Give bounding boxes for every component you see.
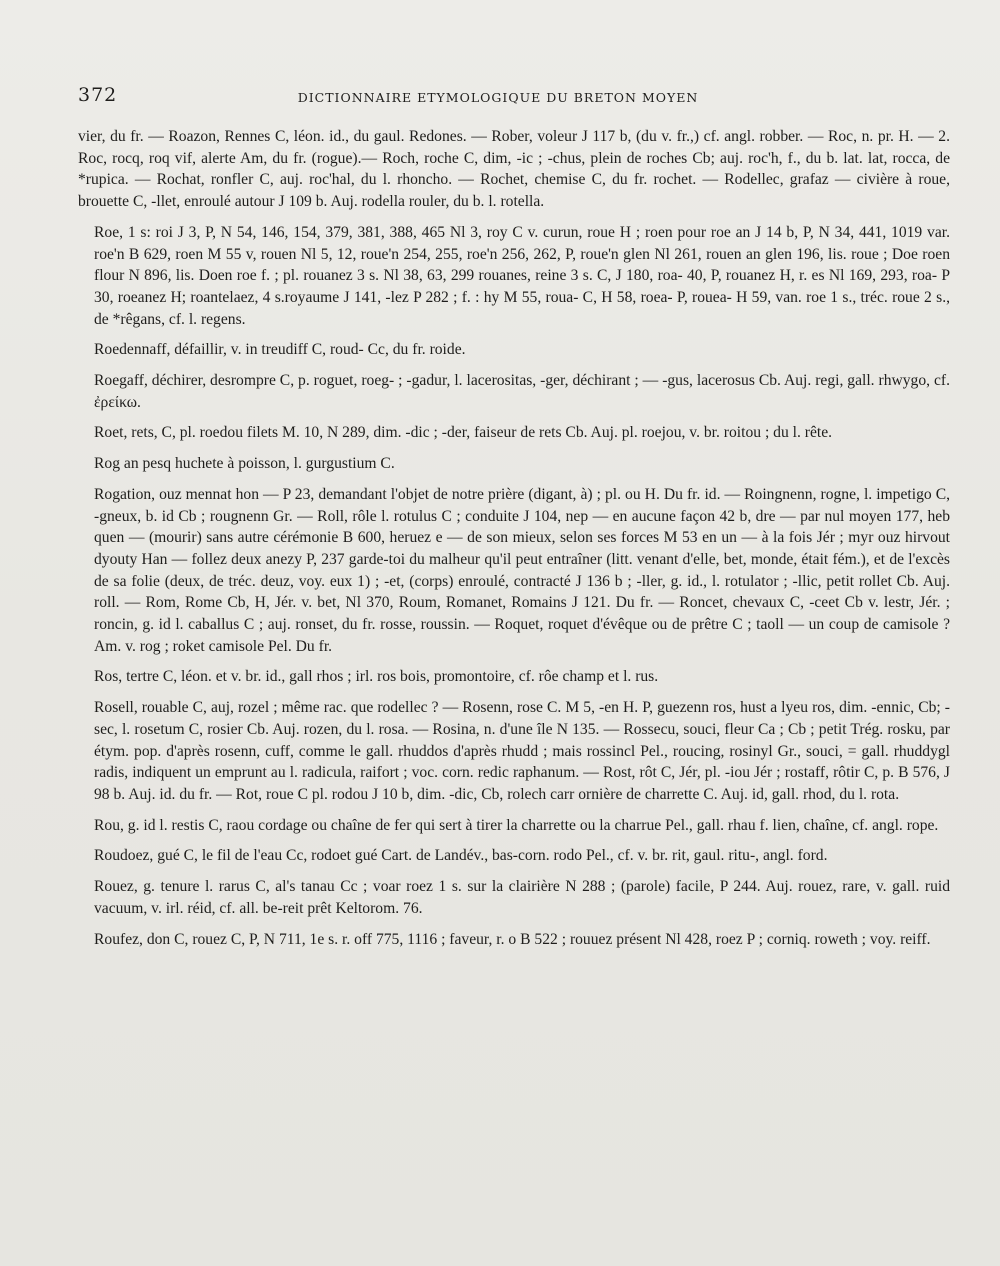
dictionary-entry: Roegaff, déchirer, desrompre C, p. roguet, roeg- ; -gadur, l. lacerositas, -ger, déchirant ; — -gus, lacerosus Cb. Auj. regi, gall. rhwygo, cf. ἐρείκω. <box>94 372 950 411</box>
dictionary-entry: Rou, g. id l. restis C, raou cordage ou chaîne de fer qui sert à tirer la charrette ou la charrue Pel., gall. rhau f. lien, chaîne, cf. angl. rope. <box>94 816 939 834</box>
dictionary-entry: Roet, rets, C, pl. roedou filets M. 10, N 289, dim. -dic ; -der, faiseur de rets Cb. Auj. pl. roejou, v. br. roitou ; du l. rête. <box>94 424 833 442</box>
dictionary-entry: Roedennaff, défaillir, v. in treudiff C, roud- Cc, du fr. roide. <box>94 341 466 359</box>
dictionary-entry: Ros, tertre C, léon. et v. br. id., gall rhos ; irl. ros bois, promontoire, cf. rôe champ et l. rus. <box>94 668 659 686</box>
dictionary-entry: Rosell, rouable C, auj, rozel ; même rac. que rodellec ? — Rosenn, rose C. M 5, -en H. P, guezenn ros, hust a lyeu ros, dim. -ennic, Cb; -sec, l. rosetum C, rosier Cb. Auj. rozen, du l. rosa. — Rosina, n. d'une île N 135. — Rossecu, souci, fleur Ca ; Cb ; petit Trég. rosku, par étym. pop. d'après rosenn, cuff, comme le gall. rhuddos d'après rhudd ; mais rossincl Pel., roucing, rosinyl Gr., souci, = gall. rhuddygl radis, indiquent un emprunt au l. radicula, raifort ; voc. corn. redic raphanum. — Rost, rôt C, Jér, pl. -iou Jér ; rostaff, rôtir C, p. B 576, J 98 b. Auj. id. du fr. — Rot, roue C pl. rodou J 10 b, dim. -dic, Cb, rolech carr ornière de charrette C. Auj. id, gall. rhod, du l. rota. <box>94 699 950 803</box>
dictionary-entry: Roudoez, gué C, le fil de l'eau Cc, rodoet gué Cart. de Landév., bas-corn. rodo Pel., cf. v. br. rit, gaul. ritu-, angl. ford. <box>94 847 828 865</box>
dictionary-body <box>78 126 950 959</box>
dictionary-entry: vier, du fr. — Roazon, Rennes C, léon. id., du gaul. Redones. — Rober, voleur J 117 b, (du v. fr.,) cf. angl. robber. — Roc, n. pr. H. — 2. Roc, rocq, roq vif, alerte Am, du fr. (rogue).— Roch, roche C, dim, -ic ; -chus, plein de roches Cb; auj. roc'h, f., du b. lat. lat, rocca, de *rupica. — Rochat, ronfler C, auj. roc'hal, du l. rhoncho. — Rochet, chemise C, du fr. rochet. — Rodellec, grafaz — civière à roue, brouette C, -llet, enroulé autour J 109 b. Auj. rodella rouler, du b. l. rotella. <box>78 128 950 211</box>
page-header <box>78 86 918 108</box>
dictionary-entry: Rogation, ouz mennat hon — P 23, demandant l'objet de notre prière (digant, à) ; pl. ou H. Du fr. id. — Roingnenn, rogne, l. impetigo C, -gneux, b. id Cb ; rougnenn Gr. — Roll, rôle l. rotulus C ; conduite J 104, nep — en aucune façon 42 b, dre — par nul moyen 177, heb quen — (mourir) sans autre cérémonie B 600, heruez e — de son mieux, selon ses forces M 53 en un — à la fois Jér ; myr ouz hirvout dyouty Han — follez deux anezy P, 237 garde-toi du malheur qu'il peut entraîner (litt. venant d'elle, bet, monde, était fém.), et de l'excès de sa folie (deux, de tréc. deuz, voy. eux 1) ; -et, (corps) enroulé, contracté J 136 b ; -ller, g. id., l. rotulator ; -llic, petit rollet Cb. Auj. roll. — Rom, Rome Cb, H, Jér. v. bet, Nl 370, Roum, Romanet, Romains J 121. Du fr. — Roncet, chevaux C, -ceet Cb v. lestr, Jér. ; roncin, g. id l. caballus C ; auj. ronset, du fr. rosse, roussin. — Roquet, roquet d'évêque ou de prêtre C ; taoll — un coup de camisole ? Am. v. rog ; roket camisole Pel. Du fr. <box>94 485 950 655</box>
dictionary-entry: Roe, 1 s: roi J 3, P, N 54, 146, 154, 379, 381, 388, 465 Nl 3, roy C v. curun, roue H ; roen pour roe an J 14 b, P, N 34, 441, 1019 var. roe'n B 629, roen M 55 v, rouen Nl 5, 12, roue'n 254, 255, roe'n 256, 262, P, roue'n glen Nl 261, rouen an glen 196, lis. roue ; Doe roen flour N 896, lis. Doen roe f. ; pl. rouanez 3 s. Nl 38, 63, 299 rouanes, reine 3 s. C, J 180, roa- 40, P, rouanez H, r. es Nl 169, 293, roa- P 30, roeanez H; roantelaez, 4 s.royaume J 141, -lez P 282 ; f. : hy M 55, roua- C, H 58, roea- P, rouea- H 59, van. roe 1 s., tréc. roue 2 s., de *rêgans, cf. l. regens. <box>94 223 950 328</box>
dictionary-entry: Rog an pesq huchete à poisson, l. gurgustium C. <box>94 455 395 473</box>
dictionary-entry: Rouez, g. tenure l. rarus C, al's tanau Cc ; voar roez 1 s. sur la clairière N 288 ; (parole) facile, P 244. Auj. rouez, rare, v. gall. ruid vacuum, v. irl. réid, cf. all. be-reit prêt Keltorom. 76. <box>94 878 950 917</box>
dictionary-entry: Roufez, don C, rouez C, P, N 711, 1e s. r. off 775, 1116 ; faveur, r. o B 522 ; rouuez présent Nl 428, roez P ; corniq. roweth ; voy. reiff. <box>94 930 931 948</box>
page-number: 372 <box>78 84 118 106</box>
running-title: DICTIONNAIRE ETYMOLOGIQUE DU BRETON MOYEN <box>297 90 699 105</box>
